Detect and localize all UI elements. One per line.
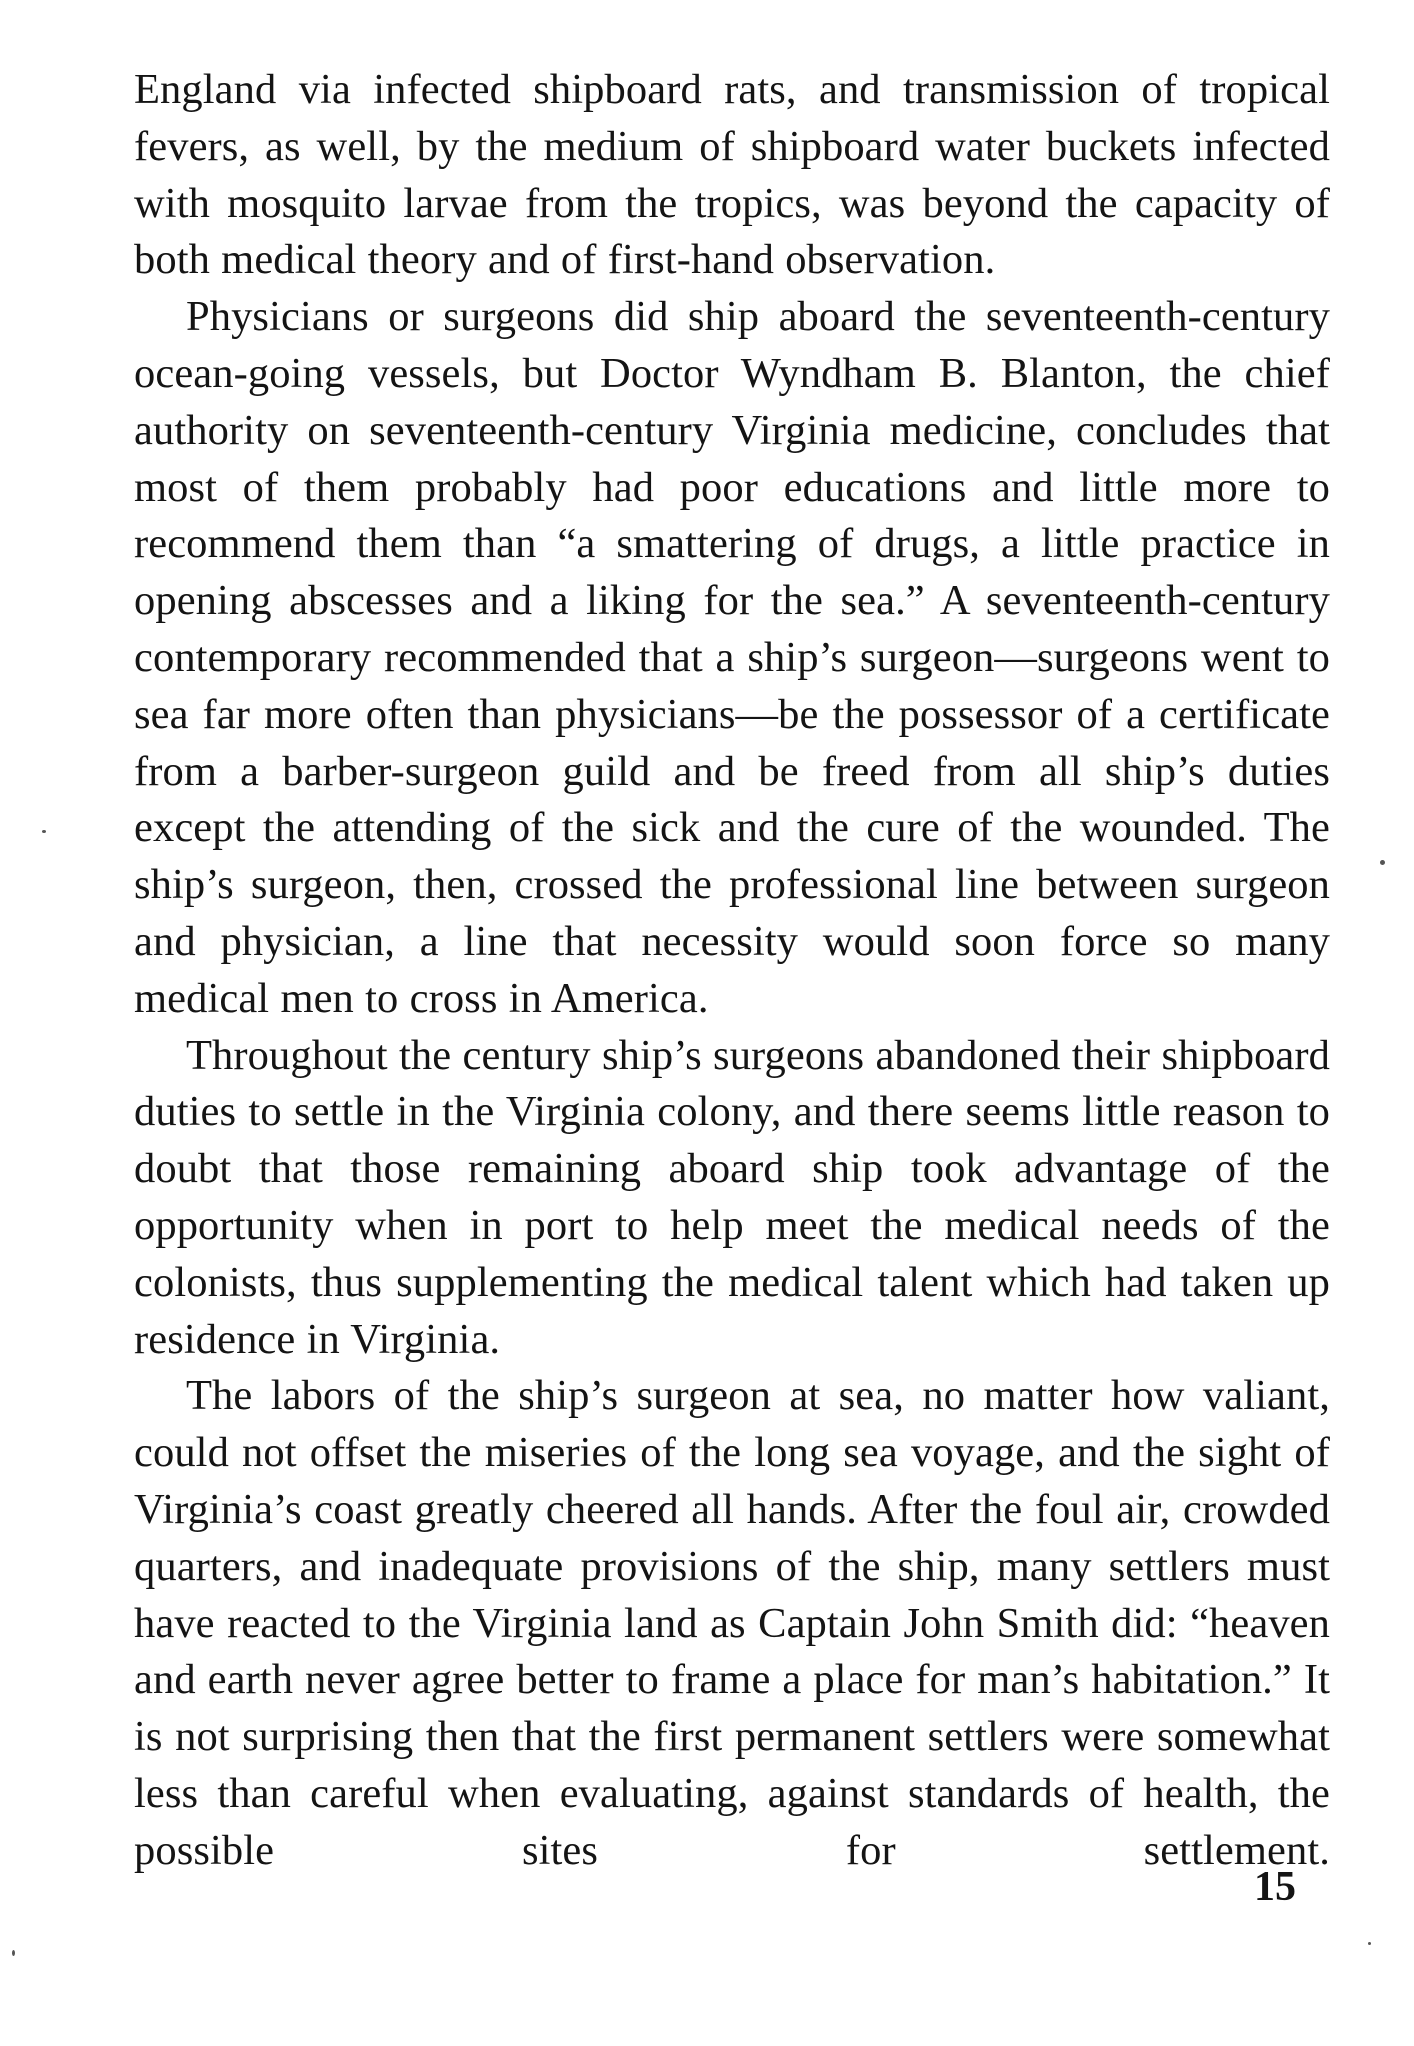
- scan-speck: [42, 830, 46, 833]
- body-text: [134, 62, 1330, 1880]
- paragraph-settling-surgeons: Throughout the century ship’s surgeons abandoned their shipboard duties to settle in the Virginia colony, and there seems little reason to doubt that those remaining aboard ship took advantage of the opportunity when in port to help meet the medical needs of the colonists, thus supplementing the medical talent which had taken up residence in Virginia.: [134, 1031, 1330, 1363]
- paragraph-continuation: England via infected shipboard rats, and transmission of tropical fevers, as well, by the medium of shipboard water buckets infected with mosquito larvae from the tropics, was beyond the capacity of both medical theory and of first-hand observation.: [134, 66, 1330, 284]
- paragraph-sea-voyage: The labors of the ship’s surgeon at sea, no matter how valiant, could not offset the miseries of the long sea voyage, and the sight of Virginia’s coast greatly cheered all hands. After the foul air, crowded quarters, and inadequate provisions of the ship, many settlers must have reacted to the Virginia land as Captain John Smith did: “heaven and earth never agree better to frame a place for man’s habitation.” It is not surprising then that the first permanent settlers were somewhat less than careful when evaluating, against standards of health, the possible sites for settlement.: [134, 1372, 1330, 1874]
- paragraph-ship-surgeons: Physicians or surgeons did ship aboard the seventeenth-century ocean-going vessels, but Doctor Wyndham B. Blanton, the chief authority on seventeenth-century Virginia medicine, concludes that most of them probably had poor educations and little more to recommend them than “a smattering of drugs, a little practice in opening abscesses and a liking for the sea.” A seventeenth-century contemporary recommended that a ship’s surgeon—surgeons went to sea far more often than physicians—be the possessor of a certificate from a barber-surgeon guild and be freed from all ship’s duties except the attending of the sick and the cure of the wounded. The ship’s surgeon, then, crossed the professional line between surgeon and physician, a line that necessity would soon force so many medical men to cross in America.: [134, 293, 1330, 1022]
- scan-speck: [1380, 860, 1385, 865]
- scan-speck: [12, 1950, 15, 1956]
- page-number: 15: [1254, 1864, 1296, 1910]
- scan-speck: [1368, 1942, 1371, 1945]
